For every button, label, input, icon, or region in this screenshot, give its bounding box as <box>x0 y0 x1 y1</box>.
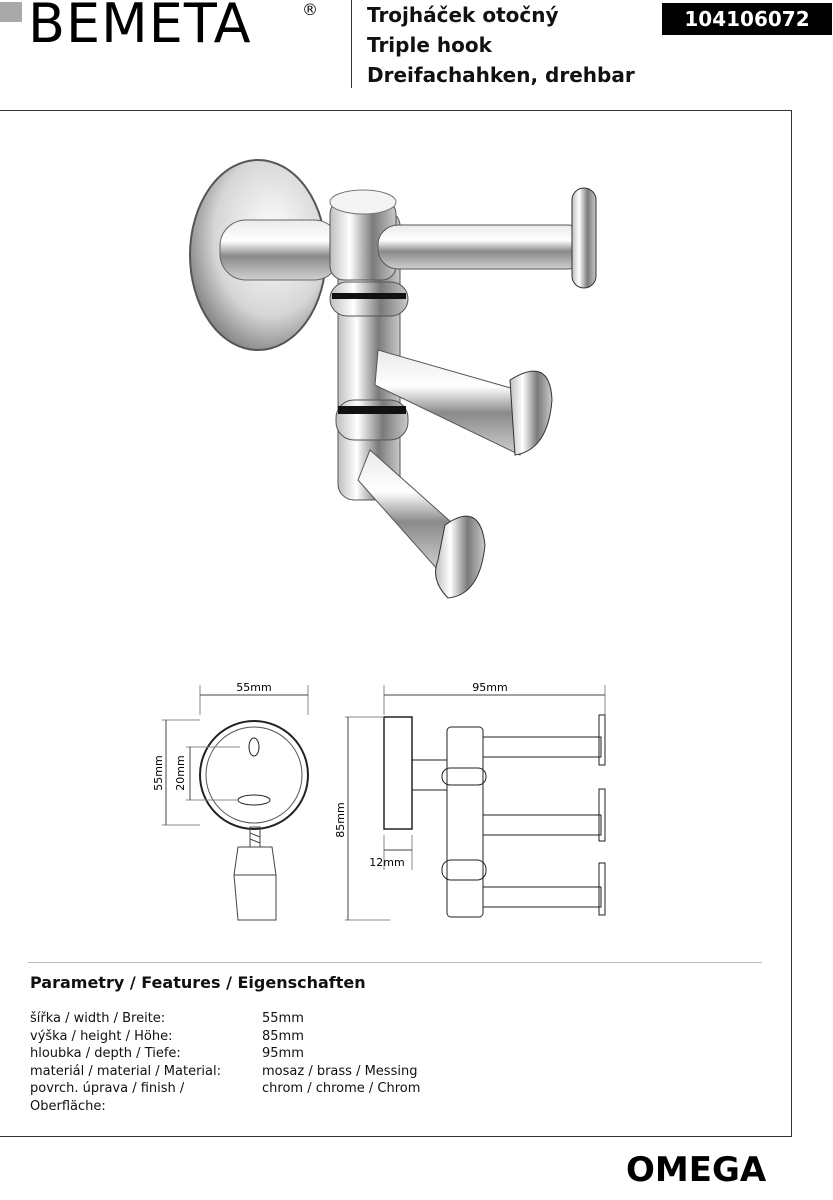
dim-side-depth: 95mm <box>472 681 508 694</box>
dim-hole-spacing: 20mm <box>174 755 187 791</box>
feature-value: 55mm <box>262 1011 304 1026</box>
header-divider <box>351 0 352 88</box>
features-title: Parametry / Features / Eigenschaften <box>30 973 366 992</box>
section-divider <box>28 962 762 963</box>
feature-row <box>30 1080 420 1115</box>
feature-value: 85mm <box>262 1028 304 1044</box>
feature-value: 95mm <box>262 1046 304 1061</box>
dim-front-width: 55mm <box>236 681 272 694</box>
brand-name: BEMETA <box>28 0 252 55</box>
dim-base-depth: 12mm <box>369 856 405 869</box>
feature-row <box>30 1010 420 1028</box>
feature-label: materiál / material / Material: <box>30 1063 222 1079</box>
product-photo <box>180 150 620 610</box>
registered-mark: ® <box>302 0 318 19</box>
features-table <box>30 1010 420 1115</box>
feature-value: chrom / chrome / Chrom <box>262 1081 421 1096</box>
dim-side-height: 85mm <box>334 802 347 838</box>
feature-label: šířka / width / Breite: <box>30 1011 166 1026</box>
product-titles <box>367 0 635 90</box>
product-code: 104106072 <box>662 3 832 35</box>
title-cz: Trojháček otočný <box>367 3 559 27</box>
feature-label: povrch. úprava / finish / Oberfläche: <box>30 1081 185 1114</box>
feature-label: výška / height / Höhe: <box>30 1028 173 1044</box>
logo-square <box>0 2 22 22</box>
brand-logo <box>0 0 330 60</box>
title-en: Triple hook <box>367 33 492 57</box>
feature-row <box>30 1045 420 1063</box>
series-name: OMEGA <box>626 1150 767 1190</box>
front-view <box>162 685 308 920</box>
feature-row <box>30 1028 420 1046</box>
technical-drawing <box>150 675 620 925</box>
title-de: Dreifachahken, drehbar <box>367 63 635 87</box>
feature-label: hloubka / depth / Tiefe: <box>30 1046 181 1061</box>
side-view <box>345 685 605 920</box>
feature-value: mosaz / brass / Messing <box>262 1063 418 1079</box>
feature-row <box>30 1063 420 1081</box>
dim-front-height: 55mm <box>152 755 165 791</box>
